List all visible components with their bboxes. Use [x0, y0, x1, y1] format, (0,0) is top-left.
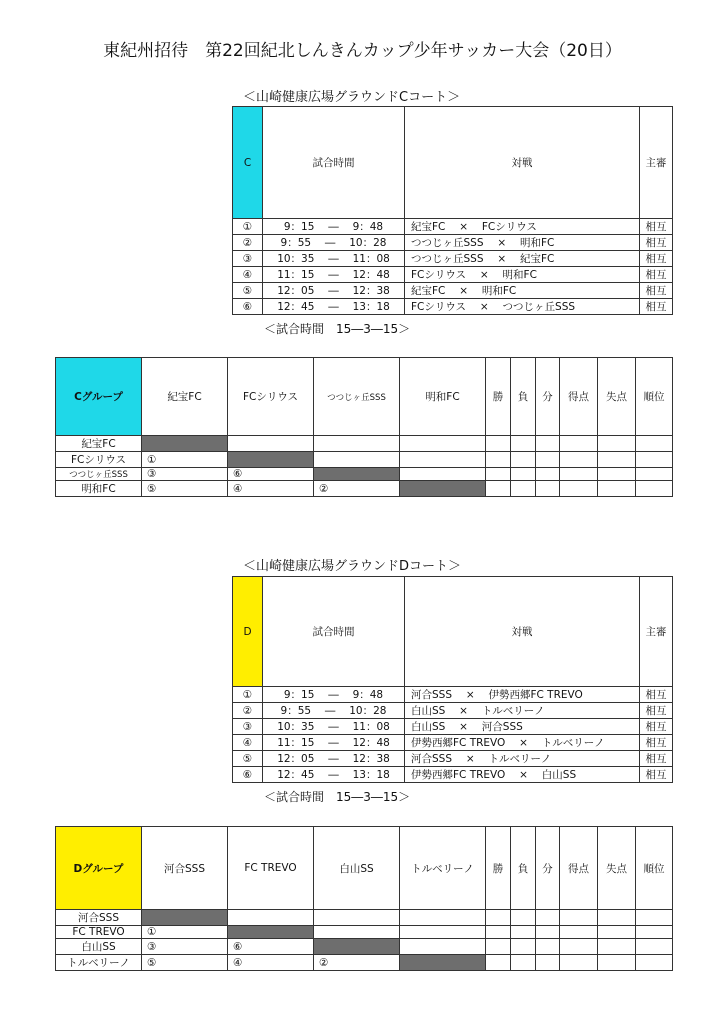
self-match-cell: [142, 436, 228, 452]
draws-cell: [536, 926, 560, 939]
rank-cell: [636, 926, 673, 939]
match-number: ①: [233, 687, 263, 703]
losses-header: 負: [511, 358, 536, 436]
goals-for-cell: [560, 436, 598, 452]
court-d-schedule-table: [232, 576, 673, 783]
goals-against-cell: [598, 481, 636, 497]
match-header: 対戦: [405, 577, 640, 687]
result-cell: ⑤: [142, 481, 228, 497]
result-cell: ③: [142, 939, 228, 955]
match-referee: 相互: [640, 751, 673, 767]
group-header-row: [56, 358, 673, 436]
result-cell: [314, 452, 400, 468]
rank-cell: [636, 481, 673, 497]
goals-against-cell: [598, 436, 636, 452]
result-cell: [228, 910, 314, 926]
result-cell: ②: [314, 481, 400, 497]
team-row: [56, 481, 673, 497]
match-time: 12：45 ― 13：18: [263, 299, 405, 315]
self-match-cell: [400, 481, 486, 497]
result-cell: [400, 910, 486, 926]
result-cell: [400, 436, 486, 452]
result-cell: ①: [142, 926, 228, 939]
page-title: 東紀州招待 第22回紀北しんきんカップ少年サッカー大会（20日）: [103, 41, 622, 61]
match-number: ②: [233, 703, 263, 719]
match-referee: 相互: [640, 235, 673, 251]
draws-cell: [536, 468, 560, 481]
match-teams: 河合SSS × トルベリーノ: [405, 751, 640, 767]
wins-cell: [486, 955, 511, 971]
self-match-cell: [314, 939, 400, 955]
match-teams: FCシリウス × つつじヶ丘SSS: [405, 299, 640, 315]
draws-cell: [536, 939, 560, 955]
rank-header: 順位: [636, 358, 673, 436]
match-time: 10：35 ― 11：08: [263, 251, 405, 267]
match-time: 9：55 ― 10：28: [263, 235, 405, 251]
goals-against-cell: [598, 910, 636, 926]
match-referee: 相互: [640, 767, 673, 783]
match-number: ①: [233, 219, 263, 235]
self-match-cell: [228, 452, 314, 468]
court-c-heading: ＜山崎健康広場グラウンドCコート＞: [243, 90, 461, 105]
group-header-row: [56, 827, 673, 910]
match-header: 対戦: [405, 107, 640, 219]
match-row: [233, 267, 673, 283]
match-row: [233, 235, 673, 251]
match-referee: 相互: [640, 735, 673, 751]
goals-for-cell: [560, 910, 598, 926]
losses-header: 負: [511, 827, 536, 910]
result-cell: [228, 436, 314, 452]
rank-cell: [636, 436, 673, 452]
match-teams: 白山SS × 河合SSS: [405, 719, 640, 735]
team-column-header: 河合SSS: [142, 827, 228, 910]
match-teams: 伊勢西郷FC TREVO × 白山SS: [405, 767, 640, 783]
result-cell: ③: [142, 468, 228, 481]
match-row: [233, 299, 673, 315]
result-cell: [400, 939, 486, 955]
match-teams: 紀宝FC × FCシリウス: [405, 219, 640, 235]
goals-against-cell: [598, 452, 636, 468]
match-referee: 相互: [640, 687, 673, 703]
draws-cell: [536, 436, 560, 452]
team-row: [56, 468, 673, 481]
team-row-label: トルベリーノ: [56, 955, 142, 971]
result-cell: [400, 452, 486, 468]
match-row: [233, 687, 673, 703]
time-header: 試合時間: [263, 577, 405, 687]
match-time: 10：35 ― 11：08: [263, 719, 405, 735]
team-row: [56, 910, 673, 926]
match-referee: 相互: [640, 267, 673, 283]
rank-cell: [636, 452, 673, 468]
match-time: 12：05 ― 12：38: [263, 751, 405, 767]
result-cell: ④: [228, 955, 314, 971]
wins-cell: [486, 452, 511, 468]
match-time: 11：15 ― 12：48: [263, 735, 405, 751]
match-referee: 相互: [640, 251, 673, 267]
court-c-timing-note: ＜試合時間 15―3―15＞: [264, 322, 411, 336]
group-d-table: [55, 826, 673, 971]
match-time: 9：15 ― 9：48: [263, 219, 405, 235]
result-cell: [400, 926, 486, 939]
match-number: ③: [233, 251, 263, 267]
team-row-label: 紀宝FC: [56, 436, 142, 452]
goals-for-header: 得点: [560, 358, 598, 436]
match-number: ⑥: [233, 767, 263, 783]
goals-for-cell: [560, 939, 598, 955]
match-teams: FCシリウス × 明和FC: [405, 267, 640, 283]
losses-cell: [511, 481, 536, 497]
draws-cell: [536, 910, 560, 926]
match-time: 9：15 ― 9：48: [263, 687, 405, 703]
match-row: [233, 767, 673, 783]
losses-cell: [511, 910, 536, 926]
self-match-cell: [228, 926, 314, 939]
match-number: ④: [233, 267, 263, 283]
group-label: Cグループ: [56, 358, 142, 436]
result-cell: ⑥: [228, 468, 314, 481]
rank-cell: [636, 955, 673, 971]
rank-cell: [636, 910, 673, 926]
rank-cell: [636, 939, 673, 955]
wins-header: 勝: [486, 827, 511, 910]
team-row: [56, 926, 673, 939]
match-row: [233, 751, 673, 767]
match-number: ④: [233, 735, 263, 751]
draws-cell: [536, 452, 560, 468]
team-column-header: 明和FC: [400, 358, 486, 436]
goals-for-cell: [560, 481, 598, 497]
court-d-timing-note: ＜試合時間 15―3―15＞: [264, 790, 411, 804]
match-number: ⑥: [233, 299, 263, 315]
match-row: [233, 283, 673, 299]
match-time: 9：55 ― 10：28: [263, 703, 405, 719]
result-cell: [400, 468, 486, 481]
team-column-header: トルベリーノ: [400, 827, 486, 910]
goals-against-cell: [598, 955, 636, 971]
team-column-header: FC TREVO: [228, 827, 314, 910]
draws-header: 分: [536, 827, 560, 910]
group-label: Dグループ: [56, 827, 142, 910]
team-row: [56, 452, 673, 468]
rank-header: 順位: [636, 827, 673, 910]
team-column-header: 紀宝FC: [142, 358, 228, 436]
result-cell: [314, 910, 400, 926]
match-referee: 相互: [640, 219, 673, 235]
match-teams: 伊勢西郷FC TREVO × トルベリーノ: [405, 735, 640, 751]
self-match-cell: [314, 468, 400, 481]
goals-for-cell: [560, 926, 598, 939]
court-d-heading: ＜山崎健康広場グラウンドDコート＞: [243, 559, 462, 574]
rank-cell: [636, 468, 673, 481]
match-row: [233, 719, 673, 735]
match-teams: 紀宝FC × 明和FC: [405, 283, 640, 299]
team-row: [56, 436, 673, 452]
goals-against-cell: [598, 468, 636, 481]
court-c-schedule-table: [232, 106, 673, 315]
goals-against-cell: [598, 926, 636, 939]
referee-header: 主審: [640, 577, 673, 687]
team-row: [56, 939, 673, 955]
time-header: 試合時間: [263, 107, 405, 219]
match-row: [233, 735, 673, 751]
self-match-cell: [142, 910, 228, 926]
result-cell: ④: [228, 481, 314, 497]
team-row-label: FC TREVO: [56, 926, 142, 939]
wins-cell: [486, 926, 511, 939]
team-row-label: 河合SSS: [56, 910, 142, 926]
match-teams: つつじヶ丘SSS × 紀宝FC: [405, 251, 640, 267]
team-row-label: FCシリウス: [56, 452, 142, 468]
wins-cell: [486, 468, 511, 481]
match-referee: 相互: [640, 703, 673, 719]
losses-cell: [511, 468, 536, 481]
wins-cell: [486, 436, 511, 452]
wins-cell: [486, 910, 511, 926]
match-time: 12：45 ― 13：18: [263, 767, 405, 783]
goals-for-cell: [560, 452, 598, 468]
draws-cell: [536, 955, 560, 971]
schedule-header-row: [233, 107, 673, 219]
group-c-table: [55, 357, 673, 497]
schedule-header-row: [233, 577, 673, 687]
losses-cell: [511, 926, 536, 939]
goals-against-header: 失点: [598, 358, 636, 436]
result-cell: ②: [314, 955, 400, 971]
team-row-label: 明和FC: [56, 481, 142, 497]
match-row: [233, 703, 673, 719]
result-cell: [314, 436, 400, 452]
match-referee: 相互: [640, 719, 673, 735]
draws-header: 分: [536, 358, 560, 436]
goals-for-header: 得点: [560, 827, 598, 910]
match-time: 11：15 ― 12：48: [263, 267, 405, 283]
match-row: [233, 251, 673, 267]
goals-for-cell: [560, 955, 598, 971]
match-referee: 相互: [640, 283, 673, 299]
result-cell: ⑥: [228, 939, 314, 955]
match-teams: 河合SSS × 伊勢西郷FC TREVO: [405, 687, 640, 703]
match-number: ⑤: [233, 283, 263, 299]
self-match-cell: [400, 955, 486, 971]
court-label: C: [233, 107, 263, 219]
team-column-header: 白山SS: [314, 827, 400, 910]
match-row: [233, 219, 673, 235]
wins-cell: [486, 939, 511, 955]
result-cell: ①: [142, 452, 228, 468]
wins-cell: [486, 481, 511, 497]
team-row-label: 白山SS: [56, 939, 142, 955]
match-number: ②: [233, 235, 263, 251]
match-number: ⑤: [233, 751, 263, 767]
goals-for-cell: [560, 468, 598, 481]
team-row: [56, 955, 673, 971]
result-cell: [314, 926, 400, 939]
team-column-header: つつじヶ丘SSS: [314, 358, 400, 436]
losses-cell: [511, 955, 536, 971]
match-teams: つつじヶ丘SSS × 明和FC: [405, 235, 640, 251]
draws-cell: [536, 481, 560, 497]
team-row-label: つつじヶ丘SSS: [56, 468, 142, 481]
referee-header: 主審: [640, 107, 673, 219]
wins-header: 勝: [486, 358, 511, 436]
match-time: 12：05 ― 12：38: [263, 283, 405, 299]
match-teams: 白山SS × トルベリーノ: [405, 703, 640, 719]
losses-cell: [511, 436, 536, 452]
team-column-header: FCシリウス: [228, 358, 314, 436]
result-cell: ⑤: [142, 955, 228, 971]
goals-against-header: 失点: [598, 827, 636, 910]
match-referee: 相互: [640, 299, 673, 315]
losses-cell: [511, 939, 536, 955]
losses-cell: [511, 452, 536, 468]
match-number: ③: [233, 719, 263, 735]
court-label: D: [233, 577, 263, 687]
goals-against-cell: [598, 939, 636, 955]
